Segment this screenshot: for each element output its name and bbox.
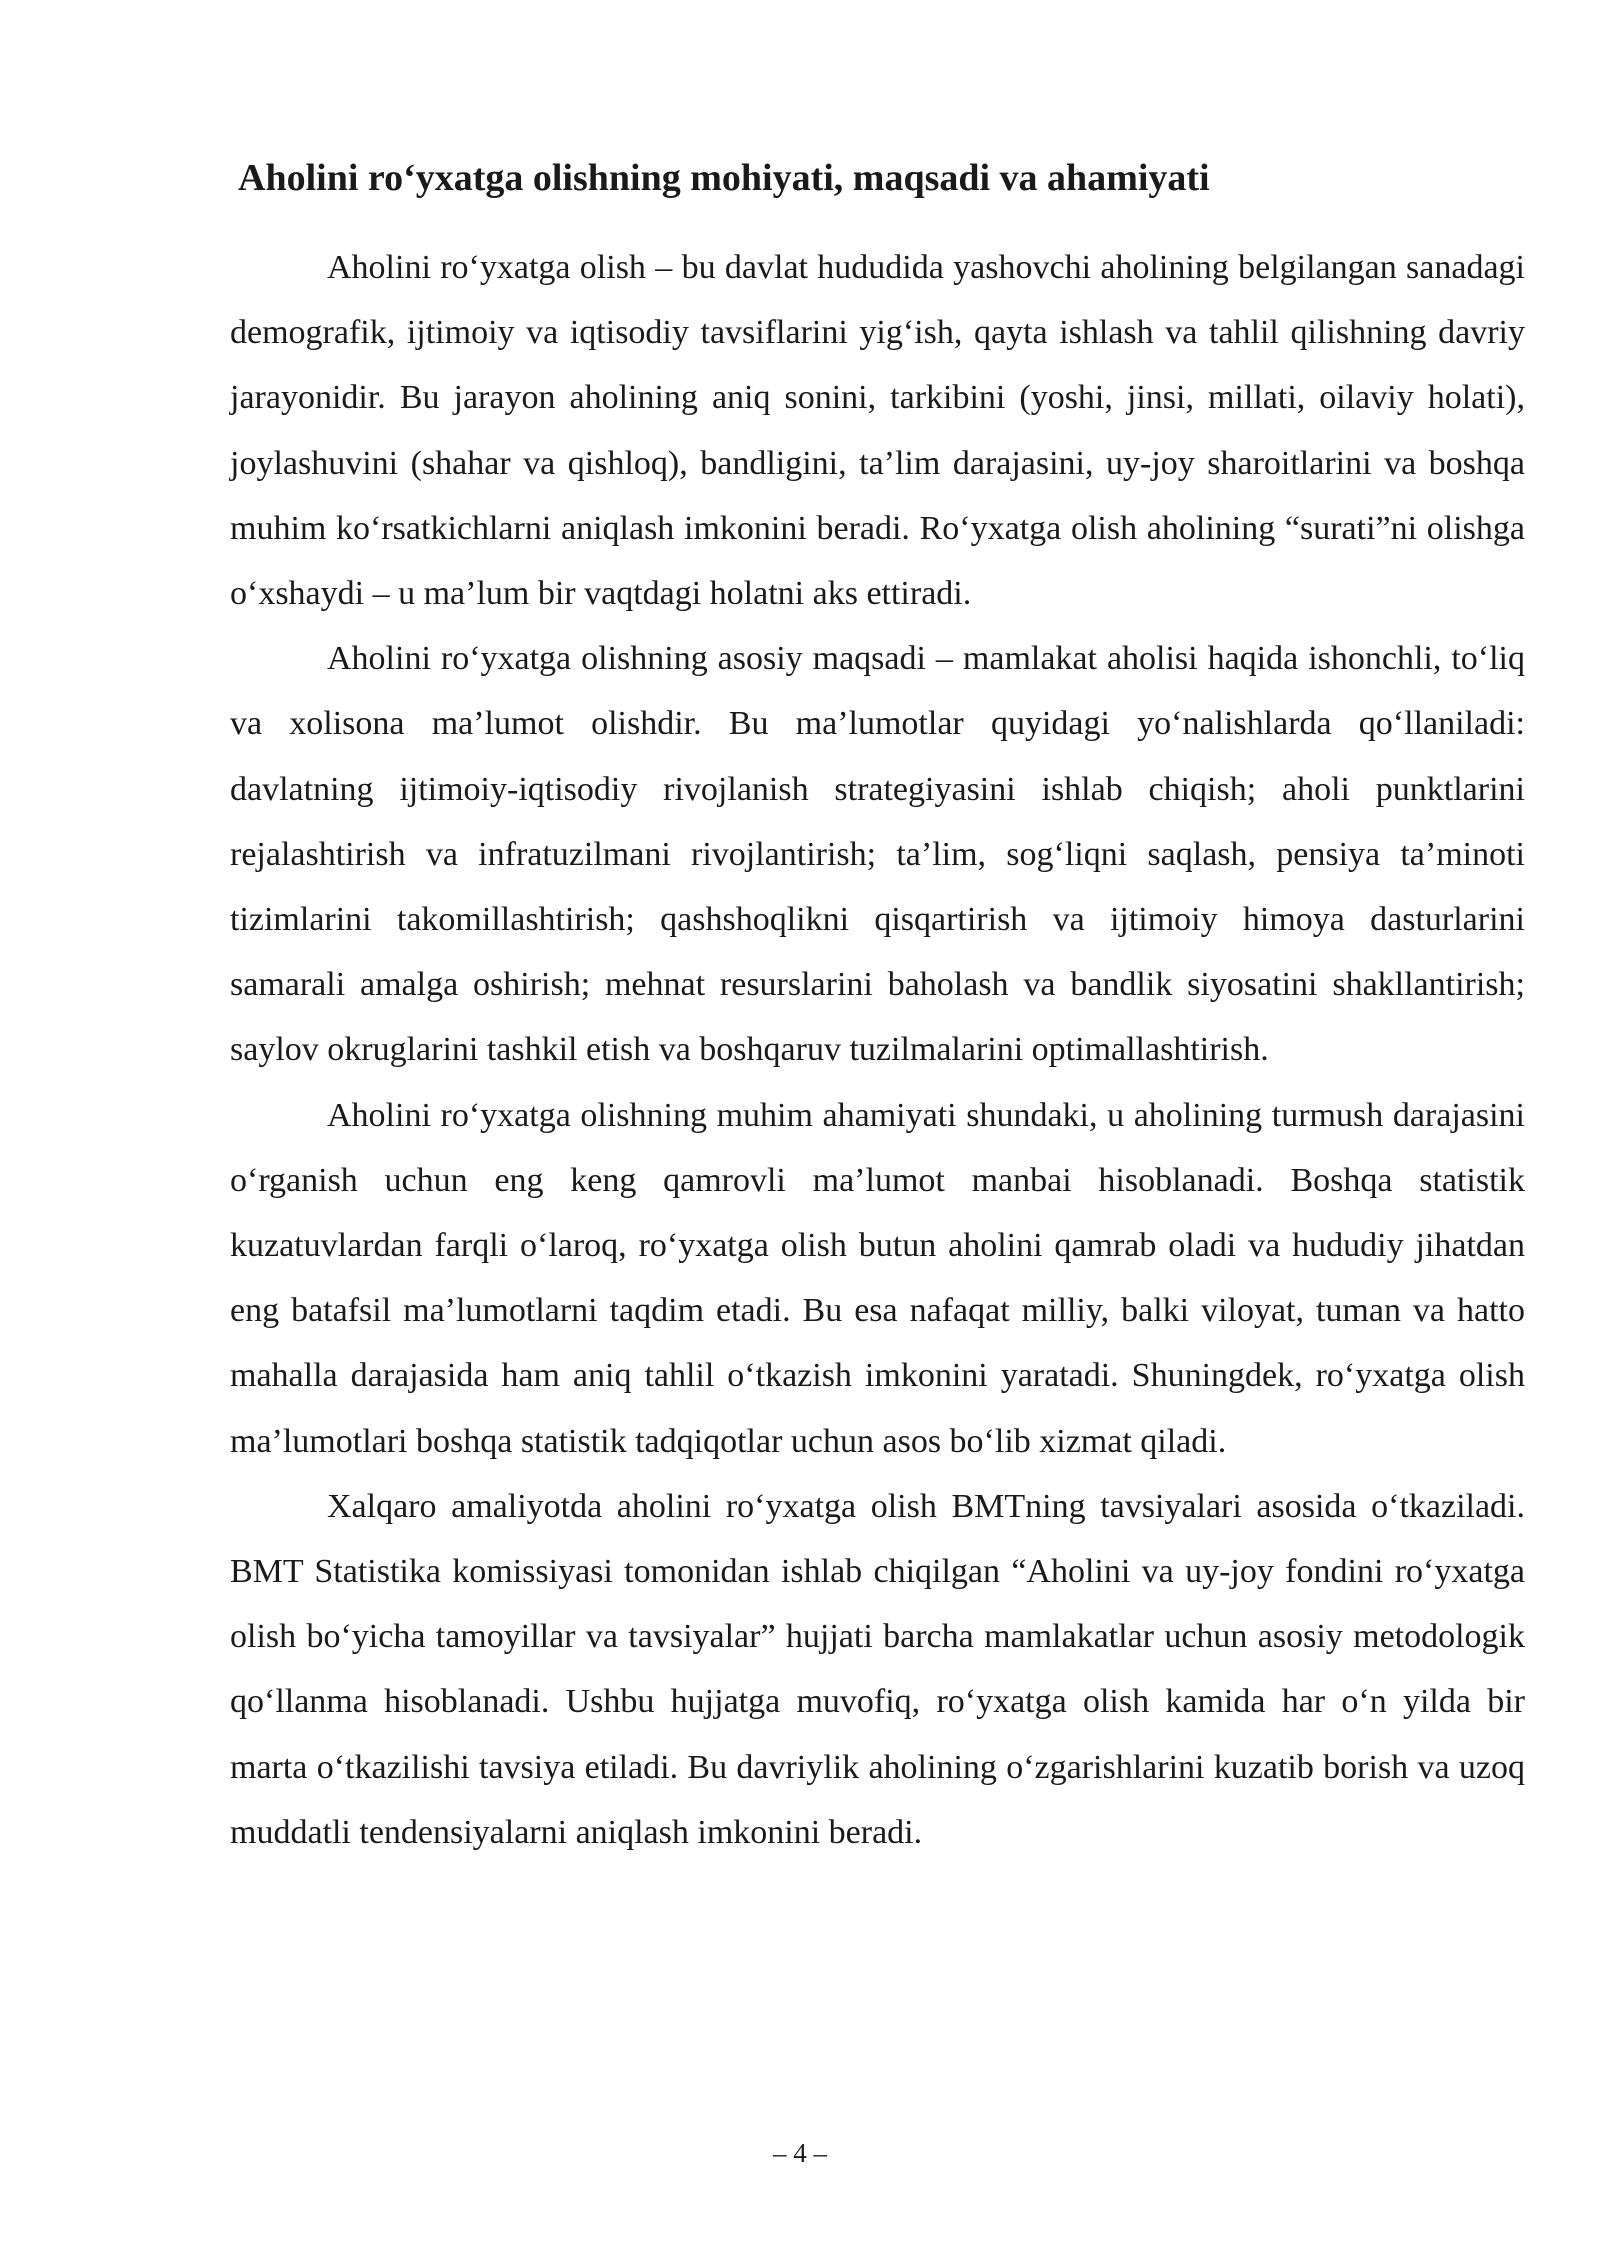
page-number: – 4 –: [773, 2138, 827, 2168]
body-text: [230, 235, 1525, 1865]
section-heading: Aholini roʻyxatga olishning mohiyati, maqsadi va ahamiyati: [238, 157, 1210, 199]
paragraph-international-practice: Xalqaro amaliyotda aholini roʻyxatga olish BMTning tavsiyalari asosida oʻtkaziladi. BMT Statistika komissiyasi tomonidan ishlab chiqilgan “Aholini va uy-joy fondini roʻyxatga olish boʻyicha tamoyillar va tavsiyalar” hujjati barcha mamlakatlar uchun asosiy metodologik qoʻllanma hisoblanadi. Ushbu hujjatga muvofiq, roʻyxatga olish kamida har oʻn yilda bir marta oʻtkazilishi tavsiya etiladi. Bu davriylik aholining oʻzgarishlarini kuzatib borish va uzoq muddatli tendensiyalarni aniqlash imkonini beradi.: [230, 1487, 1525, 1851]
paragraph-purpose: Aholini roʻyxatga olishning asosiy maqsadi – mamlakat aholisi haqida ishonchli, toʻliq va xolisona ma’lumot olishdir. Bu ma’lumotlar quyidagi yoʻnalishlarda qoʻllaniladi: davlatning ijtimoiy-iqtisodiy rivojlanish strategiyasini ishlab chiqish; aholi punktlarini rejalashtirish va infratuzilmani rivojlantirish; ta’lim, sogʻliqni saqlash, pensiya ta’minoti tizimlarini takomillashtirish; qashshoqlikni qisqartirish va ijtimoiy himoya dasturlarini samarali amalga oshirish; mehnat resurslarini baholash va bandlik siyosatini shakllantirish; saylov okruglarini tashkil etish va boshqaruv tuzilmalarini optimallashtirish.: [230, 640, 1525, 1069]
paragraph-importance: Aholini roʻyxatga olishning muhim ahamiyati shundaki, u aholining turmush darajasini oʻrganish uchun eng keng qamrovli ma’lumot manbai hisoblanadi. Boshqa statistik kuzatuvlardan farqli oʻlaroq, roʻyxatga olish butun aholini qamrab oladi va hududiy jihatdan eng batafsil ma’lumotlarni taqdim etadi. Bu esa nafaqat milliy, balki viloyat, tuman va hatto mahalla darajasida ham aniq tahlil oʻtkazish imkonini yaratadi. Shuningdek, roʻyxatga olish ma’lumotlari boshqa statistik tadqiqotlar uchun asos boʻlib xizmat qiladi.: [230, 1096, 1525, 1460]
paragraph-definition: Aholini roʻyxatga olish – bu davlat hududida yashovchi aholining belgilangan sanadagi demografik, ijtimoiy va iqtisodiy tavsiflarini yigʻish, qayta ishlash va tahlil qilishning davriy jarayonidir. Bu jarayon aholining aniq sonini, tarkibini (yoshi, jinsi, millati, oilaviy holati), joylashuvini (shahar va qishloq), bandligini, ta’lim darajasini, uy-joy sharoitlarini va boshqa muhim koʻrsatkichlarni aniqlash imkonini beradi. Roʻyxatga olish aholining “surati”ni olishga oʻxshaydi – u ma’lum bir vaqtdagi holatni aks ettiradi.: [230, 249, 1525, 613]
